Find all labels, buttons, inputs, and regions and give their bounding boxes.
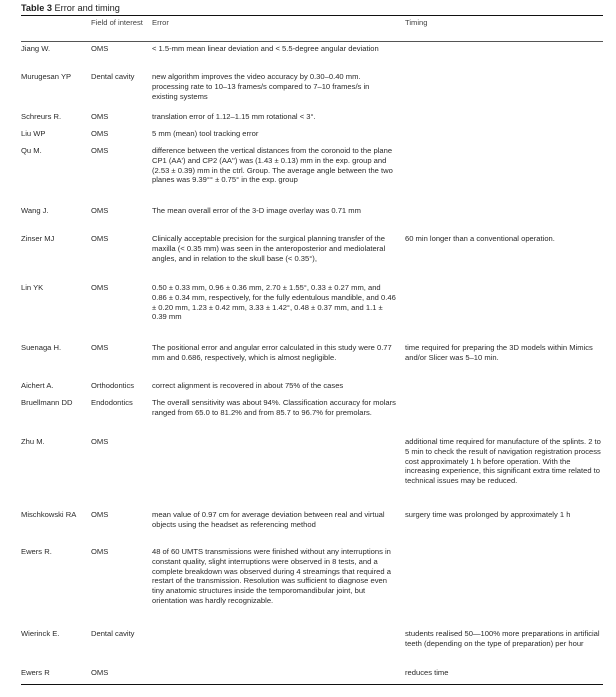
row-error: 0.50 ± 0.33 mm, 0.96 ± 0.36 mm, 2.70 ± 1.55°, 0.33 ± 0.27 mm, and 0.86 ± 0.34 mm, respectively, for the fully edentulous mandible, and 0.46 ± 0.20 mm, 1.23 ± 0.42 mm, 3.33 ± 1.42°, 0.48 ± 0.37 mm, and 1.1 ± 0.39 mm bbox=[152, 283, 396, 322]
row-field: OMS bbox=[91, 510, 109, 519]
row-error: 5 mm (mean) tool tracking error bbox=[152, 129, 259, 138]
header-divider bbox=[21, 41, 603, 42]
row-field: OMS bbox=[91, 547, 109, 556]
row-author: Qu M. bbox=[21, 146, 42, 155]
row-field: OMS bbox=[91, 146, 109, 155]
row-field: OMS bbox=[91, 343, 109, 352]
row-error: The mean overall error of the 3-D image overlay was 0.71 mm bbox=[152, 206, 361, 215]
table-top-rule bbox=[21, 15, 603, 16]
row-field: Orthodontics bbox=[91, 381, 135, 390]
row-author: Zinser MJ bbox=[21, 234, 55, 243]
row-author: Wang J. bbox=[21, 206, 49, 215]
row-timing: 60 min longer than a conventional operation. bbox=[405, 234, 555, 243]
header-timing: Timing bbox=[405, 18, 428, 27]
row-author: Mischkowski RA bbox=[21, 510, 77, 519]
row-timing: reduces time bbox=[405, 668, 449, 677]
row-field: OMS bbox=[91, 234, 109, 243]
row-error: new algorithm improves the video accuracy by 0.30–0.40 mm. processing rate to 10–13 frames/s compared to 7–10 frames/s in existing systems bbox=[152, 72, 370, 101]
row-author: Jiang W. bbox=[21, 44, 51, 53]
table-caption-label: Table 3 bbox=[21, 3, 52, 13]
row-field: Dental cavity bbox=[91, 629, 135, 638]
row-timing: surgery time was prolonged by approximately 1 h bbox=[405, 510, 571, 519]
row-author: Aichert A. bbox=[21, 381, 54, 390]
header-field-of-interest: Field of interest bbox=[91, 18, 143, 27]
row-field: OMS bbox=[91, 206, 109, 215]
row-author: Liu WP bbox=[21, 129, 46, 138]
row-field: OMS bbox=[91, 44, 109, 53]
row-field: Endodontics bbox=[91, 398, 133, 407]
row-field: OMS bbox=[91, 129, 109, 138]
row-author: Bruellmann DD bbox=[21, 398, 73, 407]
row-error: difference between the vertical distances from the coronoid to the plane CP1 (AA') and CP2 (AA'') was (1.43 ± 0.13) mm in the exp. group and (2.53 ± 0.39) mm in the ctrl. Group. The average angle between the two planes was 9.39°° ± 0.75° in the exp. group bbox=[152, 146, 393, 185]
row-timing: additional time required for manufacture of the splints. 2 to 5 min to check the result of navigation registration process cost approximately 1 h before operation. With the increasing experience, this significant extra time related to technical issues may be reduced. bbox=[405, 437, 601, 486]
row-error: correct alignment is recovered in about 75% of the cases bbox=[152, 381, 344, 390]
table-caption bbox=[21, 2, 120, 14]
row-error: Clinically acceptable precision for the surgical planning transfer of the maxilla (< 0.35 mm) was seen in the anteroposterior and mediolateral angles, and in relation to the skull base (< 0.35°), bbox=[152, 234, 386, 263]
row-timing: time required for preparing the 3D models within Mimics and/or Slicer was 5–10 min. bbox=[405, 343, 593, 362]
row-error: The overall sensitivity was about 94%. Classification accuracy for molars ranged from 65.0 to 81.2% and from 85.7 to 96.7% for premolars. bbox=[152, 398, 396, 417]
row-timing: students realised 50—100% more preparations in artificial teeth (depending on the type of preparation) per hour bbox=[405, 629, 600, 648]
row-field: OMS bbox=[91, 112, 109, 121]
row-author: Murugesan YP bbox=[21, 72, 72, 81]
row-author: Suenaga H. bbox=[21, 343, 62, 352]
row-author: Lin YK bbox=[21, 283, 44, 292]
row-author: Ewers R bbox=[21, 668, 50, 677]
table-caption-text: Error and timing bbox=[54, 3, 120, 13]
row-error: translation error of 1.12–1.15 mm rotational < 3°. bbox=[152, 112, 316, 121]
row-author: Schreurs R. bbox=[21, 112, 62, 121]
row-field: OMS bbox=[91, 283, 109, 292]
header-error: Error bbox=[152, 18, 169, 27]
row-field: OMS bbox=[91, 437, 109, 446]
row-field: Dental cavity bbox=[91, 72, 135, 81]
row-field: OMS bbox=[91, 668, 109, 677]
row-author: Zhu M. bbox=[21, 437, 45, 446]
row-error: < 1.5-mm mean linear deviation and < 5.5-degree angular deviation bbox=[152, 44, 379, 53]
table-bottom-rule bbox=[21, 684, 603, 685]
row-author: Wierinck E. bbox=[21, 629, 60, 638]
row-error: 48 of 60 UMTS transmissions were finished without any interruptions in constant quality, slight interruptions were observed in 8 tests, and a complete breakdown was observed during 4 streamings that required a restart of the transmission. Resolution was sufficient to diagnose even tiny anatomic structures inside the temporomandibular joint, but orientation was hardly recognizable. bbox=[152, 547, 391, 605]
row-author: Ewers R. bbox=[21, 547, 52, 556]
row-error: mean value of 0.97 cm for average deviation between real and virtual objects using the headset as referencing method bbox=[152, 510, 385, 529]
row-error: The positional error and angular error calculated in this study were 0.77 mm and 0.686, respectively, which is almost negligible. bbox=[152, 343, 392, 362]
